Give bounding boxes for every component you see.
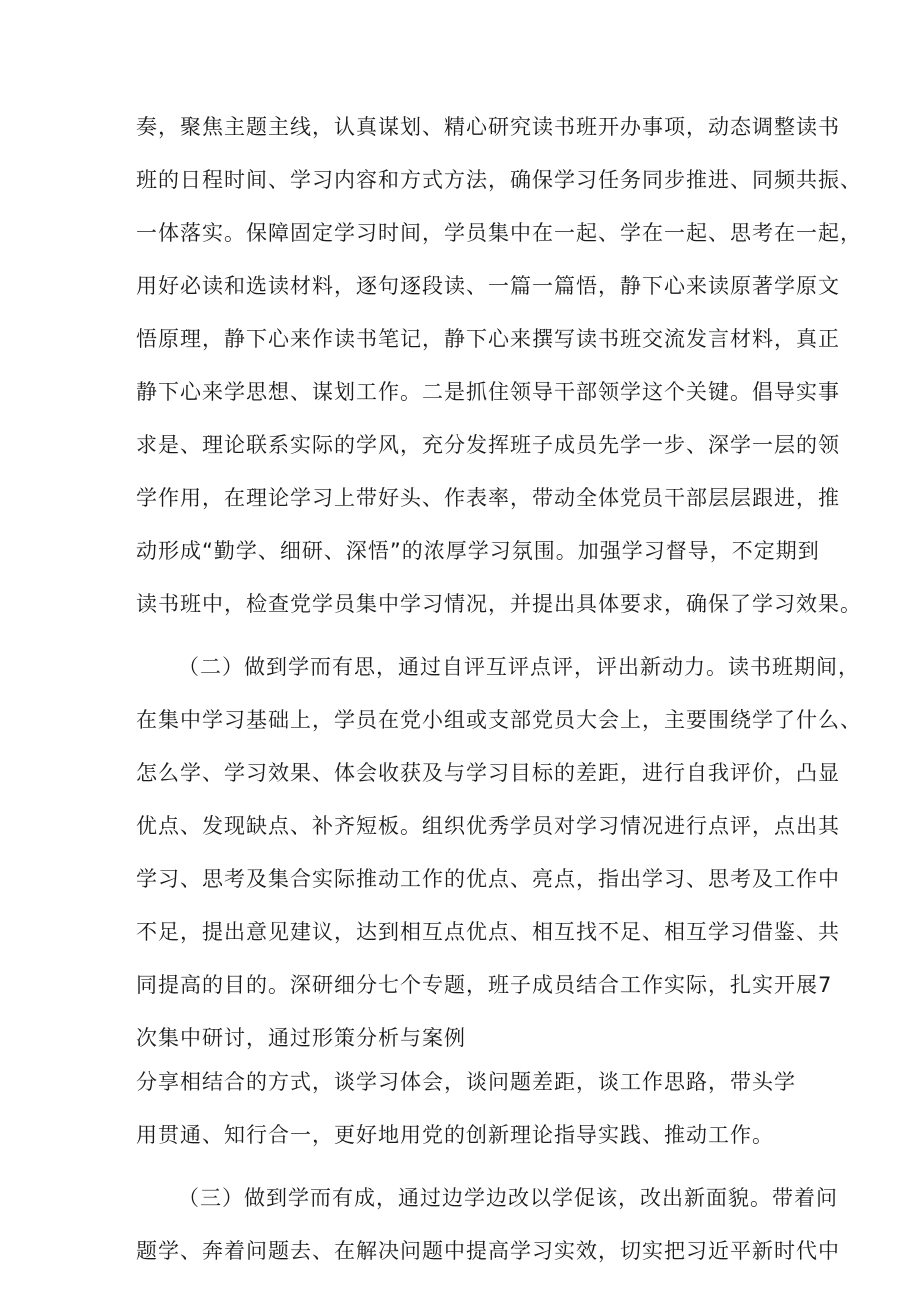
text-line: 不足，提出意见建议，达到相互点优点、相互找不足、相互学习借鉴、共 — [136, 920, 840, 944]
text-line: 用好必读和选读材料，逐句逐段读、一篇一篇悟，静下心来读原著学原文 — [136, 274, 840, 298]
text-line: 奏，聚焦主题主线，认真谋划、精心研究读书班开办事项，动态调整读书 — [136, 115, 840, 139]
section-heading-3: （三）做到学而有成，通过边学边改以学促该，改出新面貌。带着问 — [178, 1186, 838, 1210]
text-line: 次集中研讨，通过形策分析与案例 — [136, 1026, 466, 1050]
text-line: 动形成“勤学、细研、深悟”的浓厚学习氛围。加强学习督导，不定期到 — [136, 539, 820, 563]
section-heading-2: （二）做到学而有思，通过自评互评点评，评出新动力。读书班期间， — [178, 655, 860, 679]
text-line: 读书班中，检查党学员集中学习情况，并提出具体要求，确保了学习效果。 — [136, 592, 862, 616]
text-line: 学习、思考及集合实际推动工作的优点、亮点，指出学习、思考及工作中 — [136, 867, 840, 891]
text-line: 求是、理论联系实际的学风，充分发挥班子成员先学一步、深学一层的领 — [136, 433, 840, 457]
text-line: 一体落实。保障固定学习时间，学员集中在一起、学在一起、思考在一起， — [136, 221, 862, 245]
text-line: 优点、发现缺点、补齐短板。组织优秀学员对学习情况进行点评，点出其 — [136, 814, 840, 838]
text-line: 用贯通、知行合一，更好地用党的创新理论指导实践、推动工作。 — [136, 1123, 774, 1147]
text-line: 静下心来学思想、谋划工作。二是抓住领导干部领学这个关键。倡导实事 — [136, 380, 840, 404]
text-line: 在集中学习基础上，学员在党小组或支部党员大会上，主要围绕学了什么、 — [136, 708, 862, 732]
text-line: 同提高的目的。深研细分七个专题，班子成员结合工作实际，扎实开展7 — [136, 973, 833, 997]
text-line: 怎么学、学习效果、体会收获及与学习目标的差距，进行自我评价，凸显 — [136, 761, 840, 785]
text-line: 学作用，在理论学习上带好头、作表率，带动全体党员干部层层跟进，推 — [136, 486, 840, 510]
text-line: 分享相结合的方式，谈学习体会，谈问题差距，谈工作思路，带头学 — [136, 1070, 796, 1094]
text-line: 题学、奔着问题去、在解决问题中提高学习实效，切实把习近平新时代中 — [136, 1239, 840, 1263]
text-line: 悟原理，静下心来作读书笔记，静下心来撰写读书班交流发言材料，真正 — [136, 327, 840, 351]
text-line: 班的日程时间、学习内容和方式方法，确保学习任务同步推进、同频共振、 — [136, 168, 862, 192]
